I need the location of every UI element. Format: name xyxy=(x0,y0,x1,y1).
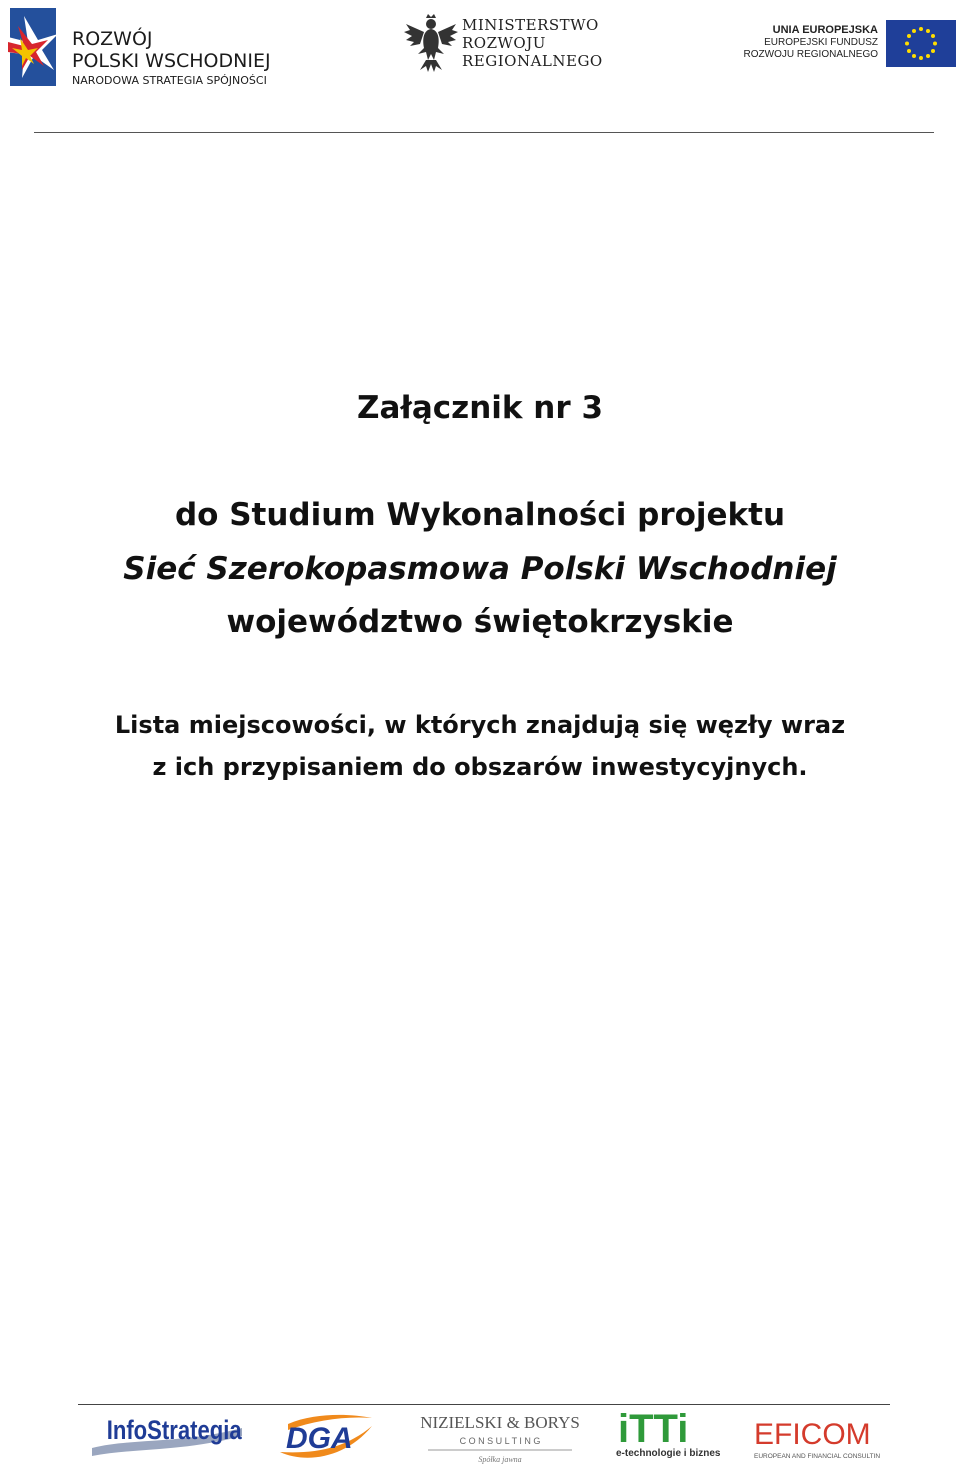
eficom-logo xyxy=(752,1414,880,1462)
dga-logo xyxy=(276,1408,376,1464)
nizielski-line3: Spółka jawna xyxy=(478,1455,522,1464)
eficom-wordmark: EFICOM xyxy=(754,1418,871,1451)
ue-logo-line3: ROZWOJU REGIONALNEGO xyxy=(743,49,878,60)
document-subtitle-line1: do Studium Wykonalności projektu xyxy=(174,497,786,533)
rpw-logo-line2: POLSKI WSCHODNIEJ xyxy=(72,50,271,72)
document-subtitle-region: województwo świętokrzyskie xyxy=(226,604,734,640)
nizielski-line2: C O N S U L T I N G xyxy=(459,1436,541,1446)
infostrategia-wordmark: InfoStrategia xyxy=(106,1416,242,1446)
rozwoj-polski-wschodniej-logo xyxy=(4,6,294,90)
document-description-line1: Lista miejscowości, w których znajdują się węzły wraz xyxy=(114,711,846,739)
rpw-logo-line1: ROZWÓJ xyxy=(72,28,153,50)
rpw-logo-line3: NARODOWA STRATEGIA SPÓJNOŚCI xyxy=(72,74,267,87)
nizielski-borys-consulting-logo xyxy=(420,1412,580,1466)
nizielski-line1: NIZIELSKI & BORYS xyxy=(420,1413,580,1432)
itti-wordmark: iTTi xyxy=(618,1407,689,1451)
unia-europejska-logo xyxy=(743,20,958,70)
document-subtitle-project-name: Sieć Szerokopasmowa Polski Wschodniej xyxy=(123,551,837,587)
mrr-logo-line3: REGIONALNEGO xyxy=(462,52,603,70)
document-description-line2: z ich przypisaniem do obszarów inwestycyjnych. xyxy=(152,753,808,781)
itti-mark xyxy=(614,1406,730,1462)
rpw-star-icon xyxy=(4,6,58,88)
itti-logo xyxy=(614,1406,730,1462)
dga-wordmark: DGA xyxy=(286,1422,353,1455)
document-title: Załącznik nr 3 xyxy=(356,390,604,426)
infostrategia-logo xyxy=(92,1408,242,1466)
eu-flag-icon xyxy=(886,20,956,67)
infostrategia-swoosh-icon xyxy=(92,1408,242,1466)
header-divider xyxy=(34,132,934,133)
white-eagle-emblem-icon xyxy=(404,14,458,72)
dga-swoosh-icon xyxy=(276,1408,376,1464)
mrr-logo-line1: MINISTERSTWO xyxy=(462,16,599,34)
ministerstwo-rozwoju-regionalnego-logo xyxy=(404,14,614,74)
eficom-mark xyxy=(752,1414,880,1462)
ue-logo-line1: UNIA EUROPEJSKA xyxy=(772,24,878,36)
nizielski-borys-mark xyxy=(420,1412,580,1466)
eficom-tagline: EUROPEAN AND FINANCIAL CONSULTING xyxy=(754,1453,880,1460)
mrr-logo-line2: ROZWOJU xyxy=(462,34,546,52)
footer-divider xyxy=(78,1404,890,1405)
ue-logo-line2: EUROPEJSKI FUNDUSZ xyxy=(764,37,878,48)
itti-tagline: e-technologie i biznes xyxy=(616,1448,721,1459)
